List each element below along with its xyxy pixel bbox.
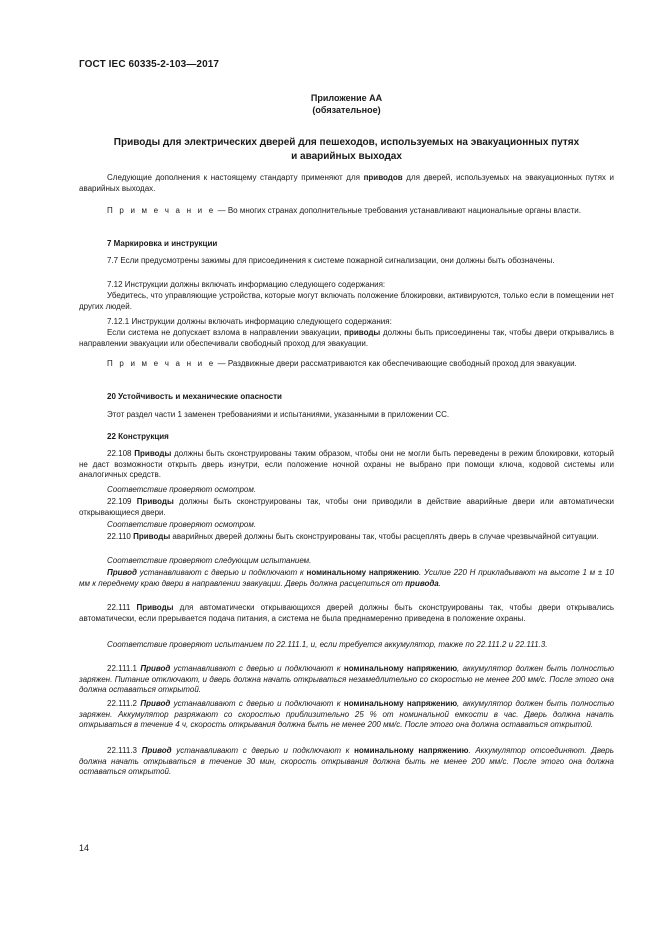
clause-22-108: 22.108 Приводы должны быть сконструированы таким образом, чтобы они не могли быть переведены в режим блокировки, который не даст возможности открыть дверь изнутри, если положение ночной охраны не выбрано при помощи ключа, кодовой системы или аналогичных средств. (79, 449, 614, 480)
clause-22-111-check: Соответствие проверяют испытанием по 22.111.1, и, если требуется аккумулятор, также по 22.111.2 и 22.111.3. (107, 640, 548, 649)
section-22-heading: 22 Конструкция (107, 432, 169, 441)
annex-note: (обязательное) (312, 105, 381, 115)
annex-heading-line2: и аварийных выходах (291, 151, 402, 162)
clause-7-12-text: Убедитесь, что управляющие устройства, которые могут включать положение блокировки, активируются, только если в помещении нет других людей. (79, 291, 614, 311)
clause-22-110: 22.110 Приводы аварийных дверей должны быть сконструированы так, чтобы расцеплять дверь в случае чрезвычайной ситуации. (107, 532, 599, 541)
note-2: П р и м е ч а н и е — Раздвижные двери рассматриваются как обеспечивающие свободный проход для эвакуации. (107, 359, 577, 368)
clause-7-7: 7.7 Если предусмотрены зажимы для присоединения к системе пожарной сигнализации, они должны быть обозначены. (107, 256, 555, 265)
clause-7-12: 7.12 Инструкции должны включать информацию следующего содержания: (107, 280, 386, 289)
annex-heading-line1: Приводы для электрических дверей для пешеходов, используемых на эвакуационных путях (113, 137, 580, 148)
clause-22-110-test: Привод устанавливают с дверью и подключают к номинальному напряжению. Усилие 220 Н прикладывают на высоте 1 м ± 10 мм к переднему краю двери в направлении эвакуации. Дверь должна расцепиться от привода. (79, 568, 614, 588)
compliance-check-3: Соответствие проверяют следующим испытанием. (107, 556, 312, 565)
clause-22-111-1: 22.111.1 Привод устанавливают с дверью и подключают к номинальному напряжению, аккумулятор должен быть полностью заряжен. Питание отключают, и дверь должна начать открываться незамедлительно со скоростью не менее 200 мм/с. После этого она должна оставаться открытой. (79, 664, 614, 695)
document-header: ГОСТ IEC 60335-2-103—2017 (79, 59, 220, 70)
clause-7-12-1-text: Если система не допускает взлома в направлении эвакуации, приводы должны быть присоединены так, чтобы двери открывались в направлении эвакуации или обеспечивали свободный проход для эвакуации. (79, 328, 614, 348)
clause-22-111-2: 22.111.2 Привод устанавливают с дверью и подключают к номинальному напряжению, аккумулятор должен быть полностью заряжен. Аккумулятор разряжают со скоростью приблизительно 25 % от номинальной емкости в час. Дверь должна начать открываться в течение 4 ч, скорость открывания должна быть не менее 200 мм/с. После этого она должна оставаться открытой. (79, 699, 614, 730)
annex-title: Приложение АА (310, 93, 383, 103)
clause-7-12-1: 7.12.1 Инструкции должны включать информацию следующего содержания: (107, 317, 392, 326)
page-number: 14 (79, 843, 90, 853)
clause-22-109: 22.109 Приводы должны быть сконструированы так, чтобы они приводили в действие аварийные двери или автоматически открывающиеся двери. (79, 497, 614, 517)
clause-22-111-3: 22.111.3 Привод устанавливают с дверью и подключают к номинальному напряжению. Аккумулятор отсоединяют. Дверь должна начать открываться в течение 30 мин, скорость открывания должна быть не менее 200 мм/с. После этого она должна оставаться открытой. (79, 746, 614, 777)
note-1: П р и м е ч а н и е — Во многих странах дополнительные требования устанавливают национальные органы власти. (107, 206, 581, 215)
compliance-check-1: Соответствие проверяют осмотром. (107, 485, 257, 494)
section-20-heading: 20 Устойчивость и механические опасности (107, 392, 282, 401)
compliance-check-2: Соответствие проверяют осмотром. (107, 520, 257, 529)
section-7-heading: 7 Маркировка и инструкции (107, 239, 218, 248)
clause-22-111: 22.111 Приводы для автоматически открывающихся дверей должны быть сконструированы так, чтобы двери открывались автоматически, если прерывается подача питания, а система не была преднамеренно приведена в положение охраны. (79, 603, 614, 623)
intro-paragraph: Следующие дополнения к настоящему стандарту применяют для приводов для дверей, используемых на эвакуационных путях и аварийных выходах. (79, 173, 614, 193)
section-20-text: Этот раздел части 1 заменен требованиями и испытаниями, указанными в приложении СС. (107, 410, 450, 419)
